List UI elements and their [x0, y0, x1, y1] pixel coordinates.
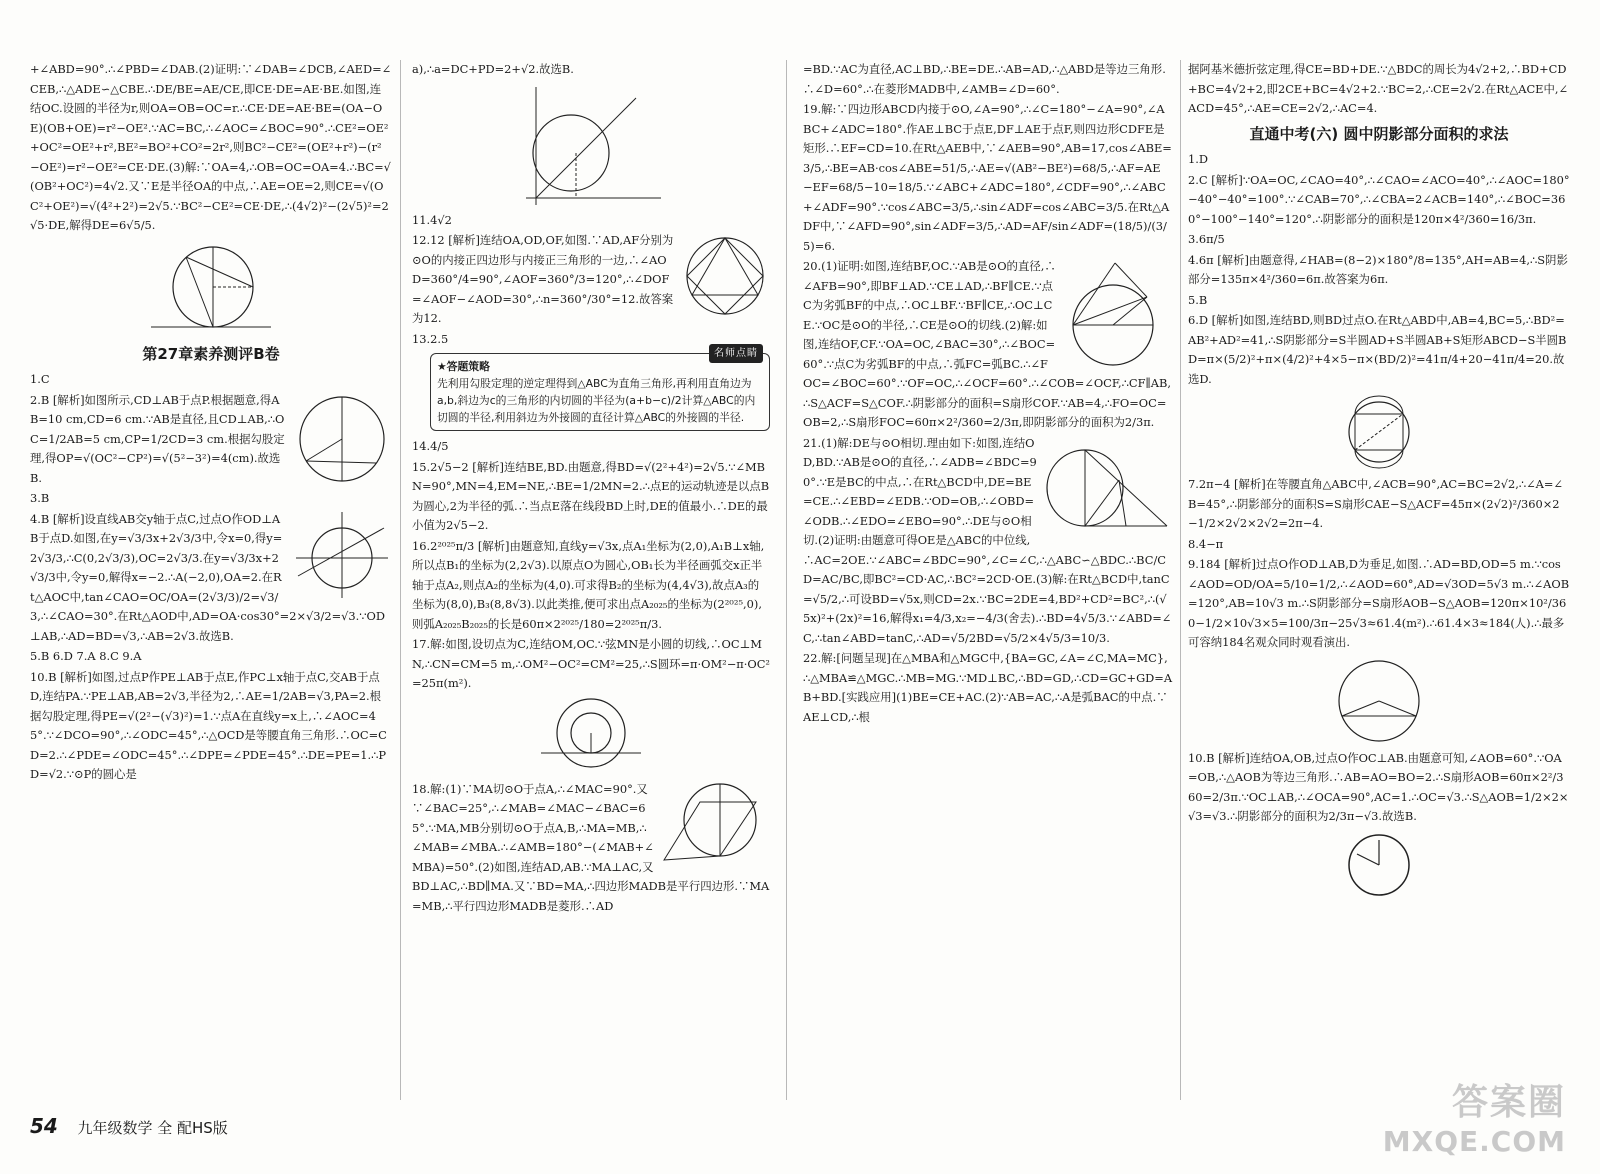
answer-5: 5.B — [1188, 292, 1208, 307]
section-heading: 直通中考(六) 圆中阴影部分面积的求法 — [1249, 124, 1509, 143]
column-divider — [786, 60, 787, 1100]
answer-7: 7.2π−4 [解析]在等腰直角△ABC中,∠ACB=90°,AC=BC=2√2,∴∠A=∠B=45°,∴阴影部分的面积S=S扇形CAE−S△ACF=45π×(2√2)²/360×2−1/2×2√2×2√2=2π−4. — [1188, 477, 1563, 530]
figure-rectangle-semicircles — [1188, 392, 1570, 472]
answer-15: 15.2√5−2 [解析]连结BE,BD.由题意,得BD=√(2²+4²)=2√5.∵∠MBN=90°,MN=4,EM=NE,∴BE=1/2MN=2.∴点E的运动轨迹是以点B为圆心,2为半径的弧.∴当点E落在线段BD上时,DE的值最小.∴DE的最小值为2√5−2. — [412, 459, 770, 532]
watermark-logo — [1383, 1074, 1566, 1158]
answer-text: +∠ABD=90°.∴∠PBD=∠DAB.(2)证明:∵∠DAB=∠DCB,∠AED=∠CEB,∴△ADE∽△CBE.∴DE/BE=AE/CE,即CE·DE=AE·BE.如图,连结OC.设圆的半径为r,则OA=OB=OC=r.∴CE·DE=AE·BE=(OA−OE)(OB+OE)=r²−OE².∵AC=BC,∴∠AOC=∠BOC=90°.∴CE²=OE²+OC²=OE²+r²,BE²=BO²+CO²=2r²,则BC²−CE²=(OE²+r²)−(r²−OE²)=r²−OE²=CE·DE.(3)解:∵OA=4,∴OB=OC=OA=4.∴BC=√(OB²+OC²)=4√2.又∵E是半径OA的中点,∴AE=OE=2,则CE=√(OC²+OE²)=√(4²+2²)=2√5.∵BC²−CE²=CE·DE,∴(4√2)²−(2√5)²=2√5·DE,解得DE=6√5/5. — [30, 62, 392, 232]
column-4 — [1188, 60, 1570, 1105]
answer-4: 4.6π [解析]由题意得,∠HAB=(8−2)×180°/8=135°,AH=AB=4,∴S阴影部分=135π×4²/360=6π.故答案为6π. — [1188, 252, 1568, 286]
tip-box — [430, 348, 770, 431]
figure-axes-circle — [292, 510, 392, 607]
figure-concentric-circles — [412, 697, 770, 777]
answer-2: 2.C [解析]∵OA=OC,∠CAO=40°,∴∠CAO=∠ACO=40°,∴∠AOC=180°−40°−40°=100°.∵∠CAB=70°,∴∠CBA=2∠ACB=140°,∴∠BOC=360°−100°−140°=120°.∴阴影部分的面积是120π×4²/360=16/3π. — [1188, 172, 1570, 226]
answer-text: a),∴a=DC+PD=2+√2.故选B. — [412, 62, 574, 76]
column-1 — [30, 60, 392, 1105]
answer-22: 22.解:[问题呈现]在△MBA和△MGC中,{BA=GC,∠A=∠C,MA=MC},∴△MBA≌△MGC.∴MB=MG.∵MD⊥BC,∴BD=GD,∴CD=GC+GD=AB+BD.[实践应用](1)BE=CE+AC.(2)∵AB=AC,∴A是弧BAC的中点.∵AE⊥CD,∴根 — [803, 651, 1173, 724]
answer-4: 4.B [解析]设直线AB交y轴于点C,过点O作OD⊥AB于点D.如图,在y=√3/3x+2√3/3中,令x=0,得y=2√3/3,∴C(0,2√3/3),OC=2√3/3.在y=√3/3x+2√3/3中,令y=0,解得x=−2.∴A(−2,0),OA=2.在Rt△AOC中,tan∠CAO=OC/OA=(2√3/3)/2=√3/3,∴∠CAO=30°.在Rt△AOD中,AD=OA·cos30°=2×√3/2=√3.∵OD⊥AB,∴AD=BD=√3,∴AB=2√3.故选B. — [30, 511, 385, 643]
answer-10: 10.B [解析]如图,过点P作PE⊥AB于点E,作PC⊥x轴于点C,交AB于点D,连结PA.∵PE⊥AB,AB=2√3,半径为2,∴AE=1/2AB=√3,PA=2.根据勾股定理,得PE=√(2²−(√3)²)=1.∵点A在直线y=x上,∴∠AOC=45°.∵∠DCO=90°,∴∠ODC=45°,∴△OCD是等腰直角三角形.∴OC=CD=2.∴∠PDE=∠ODC=45°.∴∠DPE=∠PDE=45°.∴DE=PE=1.∴PD=√2.∵⊙P的圆心是 — [30, 669, 387, 781]
answer-text: 据阿基米德折弦定理,得CE=BD+DE.∵△BDC的周长为4√2+2,∴BD+CD+BC=4√2+2,即2CE+BC=4√2+2.∵BC=2,∴CE=2√2.在Rt△ACE中,∠ACD=45°,∴AE=CE=2√2,∴AC=4. — [1188, 62, 1569, 115]
figure-rhombus-circle — [660, 780, 770, 872]
figure-semicircle-tangent — [1063, 257, 1173, 374]
figure-axes-circle-line — [412, 83, 770, 208]
answer-11: 11.4√2 — [412, 212, 452, 227]
figure-circle-sector — [1188, 656, 1570, 746]
column-2 — [412, 60, 770, 1105]
column-3 — [803, 60, 1173, 1105]
answer-21: 21.(1)解:DE与⊙O相切.理由如下:如图,连结OD,BD.∵AB是⊙O的直径,∴∠ADB=∠BDC=90°.∵E是BC的中点,∴在Rt△BCD中,DE=BE=CE.∴∠EBD=∠EDB.∵OD=OB,∴∠OBD=∠ODB.∴∠EDO=∠EBO=90°.∴DE与⊙O相切.(2)证明:由题意可得OE是△ABC的中位线,∴AC=2OE.∵∠ABC=∠BDC=90°,∠C=∠C,∴△ABC∽△BDC.∴BC/CD=AC/BC,即BC²=CD·AC,∴BC²=2CD·OE.(3)解:在Rt△BCD中,tanC=√5/2,∴可设BD=√5x,则CD=2x.∵BC=2DE=4,BD²+CD²=BC²,∴(√5x)²+(2x)²=16,解得x₁=4/3,x₂=−4/3(舍去).∴BD=4√5/3.∵∠ABD=∠C,∴tan∠ABD=tanC,∴AD=√5/2BD=√5/2×4√5/3=10/3. — [803, 435, 1172, 645]
column-divider — [400, 60, 401, 1100]
tip-badge: 名师点睛 — [709, 344, 763, 363]
answer-20: 20.(1)证明:如图,连结BF,OC.∵AB是⊙O的直径,∴∠AFB=90°,即BF⊥AD.∵CE⊥AD,∴BF∥CE.∵点C为劣弧BF的中点,∴OC⊥BF.∵BF∥CE,∴OC⊥CE.∵OC是⊙O的半径,∴CE是⊙O的切线.(2)解:如图,连结OF,CF.∵OA=OC,∠BAC=30°,∴∠BOC=60°.∵点C为劣弧BF的中点,∴弧FC=弧BC.∴∠FOC=∠BOC=60°.∵OF=OC,∴∠OCF=60°.∴∠COB=∠OCF,∴CF∥AB,∴S△ACF=S△COF.∴阴影部分的面积=S扇形COF.∵AB=4,∴FO=OC=OB=2,∴S扇形FOC=60π×2²/360=2/3π,即阴影部分的面积为2/3π. — [803, 259, 1171, 429]
answer-6: 6.D [解析]如图,连结BD,则BD过点O.在Rt△ABD中,AB=4,BC=5,∴BD²=AB²+AD²=41,∴S阴影部分=S半圆AD+S半圆AB+S矩形ABCD−S半圆BD=π×(5/2)²+π×(4/2)²+4×5−π×(BD/2)²=41π/4+20−41π/4=20.故选D. — [1188, 313, 1567, 386]
figure-clock-face — [1188, 830, 1570, 900]
figure-circle-chord — [292, 391, 392, 498]
section-heading: 第27章素养测评B卷 — [142, 344, 280, 363]
answer-17: 17.解:如图,设切点为C,连结OM,OC.∵弦MN是小圆的切线,∴OC⊥MN,∴CN=CM=5 m,∴OM²−OC²=CM²=25,∴S圆环=π·OM²−π·OC²=25π(m²). — [412, 637, 770, 690]
answer-16: 16.2²⁰²⁵π/3 [解析]由题意知,直线y=√3x,点A₁坐标为(2,0),A₁B⊥x轴,所以点B₁的坐标为(2,2√3).以原点O为圆心,OB₁长为半径画弧交x正半轴于点A₂,则点A₂的坐标为(4,0).可求得B₂的坐标为(4,4√3),故点A₃的坐标为(8,0),B₃(8,8√3).以此类推,便可求出点A₂₀₂₅的坐标为(2²⁰²⁵,0),则弧A₂₀₂₅B₂₀₂₅的长是60π×2²⁰²⁵/180=2²⁰²⁵π/3. — [412, 538, 765, 631]
tip-body: 先利用勾股定理的逆定理得到△ABC为直角三角形,再利用直角边为a,b,斜边为c的三角形的内切圆的半径为(a+b−c)/2计算△ABC的内切圆的半径,利用斜边为外接圆的直径计算△ABC的外接圆的半径. — [437, 377, 756, 424]
answer-5-9: 5.B 6.D 7.A 8.C 9.A — [30, 649, 142, 663]
book-title: 九年级数学 全 配HS版 — [77, 1119, 228, 1137]
answer-1: 1.C — [30, 372, 50, 386]
answer-text: =BD.∵AC为直径,AC⊥BD,∴BE=DE.∴AB=AD,∴△ABD是等边三角形.∴∠D=60°.∴在菱形MADB中,∠AMB=∠D=60°. — [803, 62, 1166, 96]
answer-14: 14.4/5 — [412, 439, 449, 453]
page-number: 54 — [30, 1114, 58, 1138]
answer-3: 3.B — [30, 491, 50, 505]
answer-8: 8.4−π — [1188, 536, 1224, 551]
figure-inscribed-polygons — [680, 231, 770, 328]
answer-12: 12.12 [解析]连结OA,OD,OF,如图.∵AD,AF分别为⊙O的内接正四边形与内接正三角形的一边,∴∠AOD=360°/4=90°,∠AOF=360°/3=120°,∴∠DOF=∠AOF−∠AOD=30°,∴n=360°/30°=12.故答案为12. — [412, 233, 674, 325]
figure-circle-diagram — [30, 239, 392, 339]
answer-2: 2.B [解析]如图所示,CD⊥AB于点P.根据题意,得AB=10 cm,CD=6 cm.∵AB是直径,且CD⊥AB,∴OC=1/2AB=5 cm,CP=1/2CD=3 cm.根据勾股定理,得OP=√(OC²−CP²)=√(5²−3²)=4(cm).故选B. — [30, 392, 285, 485]
page-footer — [30, 1114, 228, 1138]
column-divider — [1180, 60, 1181, 1100]
watermark-text: 答案圈 — [1451, 1082, 1566, 1123]
answer-3: 3.6π/5 — [1188, 232, 1225, 246]
answer-18: 18.解:(1)∵MA切⊙O于点A,∴∠MAC=90°.又∵∠BAC=25°,∴∠MAB=∠MAC−∠BAC=65°.∵MA,MB分别切⊙O于点A,B,∴MA=MB,∴∠MAB=∠MBA.∴∠AMB=180°−(∠MAB+∠MBA)=50°.(2)如图,连结AD,AB.∵MA⊥AC,又BD⊥AC,∴BD∥MA.又∵BD=MA,∴四边形MADB是平行四边形.∵MA=MB,∴平行四边形MADB是菱形.∴AD — [412, 781, 770, 913]
answer-13: 13.2.5 — [412, 331, 449, 346]
watermark-url: MXQE.COM — [1382, 1125, 1566, 1158]
answer-1: 1.D — [1188, 152, 1209, 166]
tip-title: ★答题策略 — [437, 360, 490, 373]
answer-10: 10.B [解析]连结OA,OB,过点O作OC⊥AB.由题意可知,∠AOB=60°.∵OA=OB,∴△AOB为等边三角形.∴AB=AO=BO=2.∴S扇形AOB=60π×2²/360=2/3π.∵OC⊥AB,∴∠OCA=90°,AC=1.∴OC=√3.∴S△AOB=1/2×2×√3=√3.∴阴影部分的面积为2/3π−√3.故选B. — [1188, 750, 1569, 823]
figure-right-triangle-circle — [1043, 434, 1173, 541]
answer-9: 9.184 [解析]过点O作OD⊥AB,D为垂足,如图.∴AD=BD,OD=5 m.∵cos∠AOD=OD/OA=5/10=1/2,∴∠AOD=60°,AD=√3OD=5√3 m.∴∠AOB=120°,AB=10√3 m.∴S阴影部分=S扇形AOB−S△AOB=120π×10²/360−1/2×10√3×5=100/3π−25√3≈61.4(m²).∴61.4×3≈184(人).∴最多可容纳184名观众同时观看演出. — [1188, 557, 1570, 649]
answer-19: 19.解:∵四边形ABCD内接于⊙O,∠A=90°,∴∠C=180°−∠A=90°,∠ABC+∠ADC=180°.作AE⊥BC于点E,DF⊥AE于点F,则四边形CDFE是矩形.∴EF=CD=10.在Rt△AEB中,∵∠AEB=90°,AB=17,cos∠ABE=3/5,∴BE=AB·cos∠ABE=51/5,∴AE=√(AB²−BE²)=68/5,∴AF=AE−EF=68/5−10=18/5.∵∠ABC+∠ADC=180°,∠CDF=90°,∴∠ABC+∠ADF=90°.∵cos∠ABC=3/5,∴sin∠ADF=cos∠ABC=3/5.在Rt△ADF中,∵∠AFD=90°,sin∠ADF=3/5,∴AD=AF/sin∠ADF=(18/5)/(3/5)=6. — [803, 102, 1172, 253]
